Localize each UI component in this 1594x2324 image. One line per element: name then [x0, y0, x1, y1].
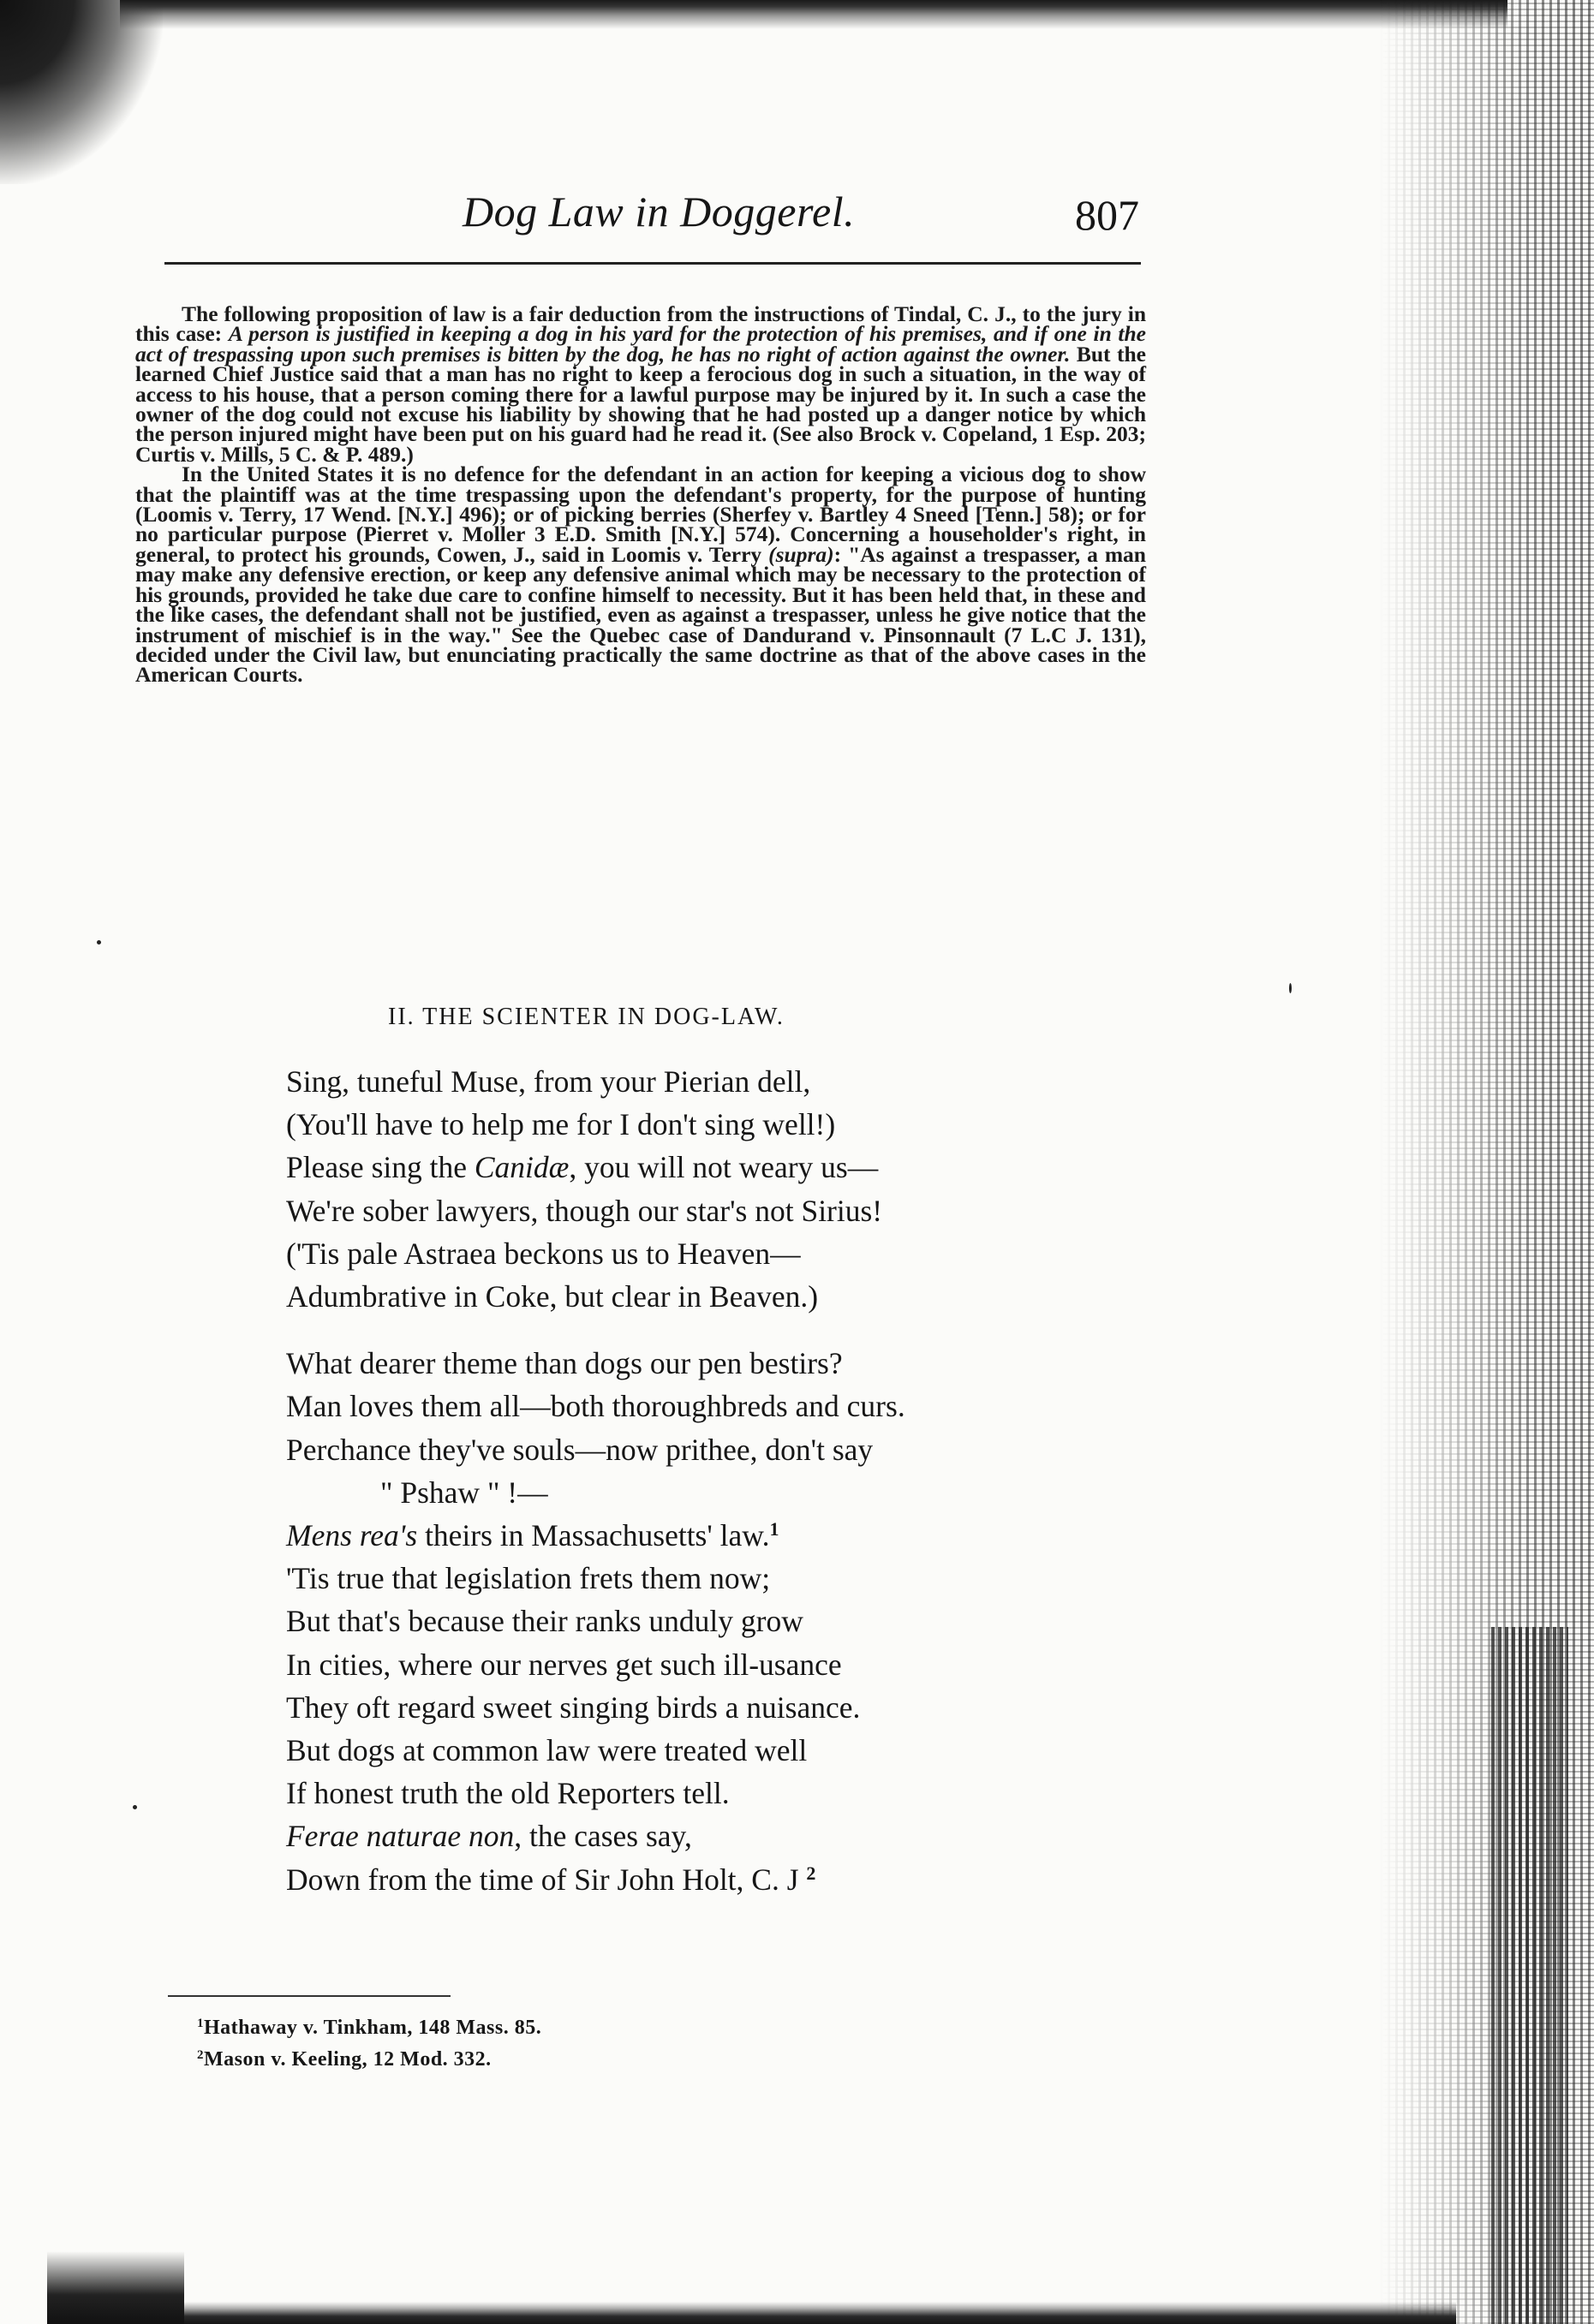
- verse-line: They oft regard sweet singing birds a nuisance.: [286, 1689, 861, 1725]
- verse-fragment: , the cases say,: [514, 1819, 692, 1854]
- header-rule: [164, 262, 1141, 265]
- scan-shadow-top: [120, 0, 1507, 29]
- footnote-marker: 2: [197, 2048, 204, 2062]
- paragraph-2: [135, 462, 1146, 688]
- verse-line: We're sober lawyers, though our star's not Sirius!: [286, 1193, 883, 1228]
- footnote-text: Mason v. Keeling, 12 Mod. 332.: [204, 2048, 492, 2071]
- verse-line: [286, 1858, 1143, 1901]
- verse-fragment: , you will not weary us—: [569, 1150, 879, 1185]
- section-heading: II. THE SCIENTER IN DOG-LAW.: [388, 1004, 785, 1030]
- scan-shadow-bottom-left: [47, 2251, 184, 2324]
- verse-line: In cities, where our nerves get such ill-usance: [286, 1647, 842, 1682]
- verse-fragment: Please sing the: [286, 1150, 475, 1185]
- verse-line: Man loves them all—both thoroughbreds and curs.: [286, 1389, 905, 1424]
- paragraph-2-italic: (supra): [768, 541, 834, 567]
- verse-line: 'Tis true that legislation frets them now;: [286, 1561, 771, 1596]
- verse-line: [286, 1815, 1143, 1857]
- verse-line: [286, 1514, 1143, 1557]
- stanza-1: [286, 1060, 1143, 1318]
- paragraph-1-text-a: The following proposition of law is a fair deduction from the instructions of Tindal, C. J., to the jury in this case:: [135, 301, 1146, 347]
- verse-line: What dearer theme than dogs our pen bestirs?: [286, 1346, 843, 1381]
- verse-line: ('Tis pale Astraea beckons us to Heaven—: [286, 1236, 801, 1271]
- verse-line: Adumbrative in Coke, but clear in Beaven.): [286, 1279, 819, 1314]
- verse-fragment: theirs in Massachusetts' law.: [417, 1518, 770, 1553]
- verse-fragment: Down from the time of Sir John Holt, C. J: [286, 1862, 799, 1897]
- verse-line: [286, 1146, 1143, 1189]
- paragraph-2-text-b: : "As against a trespasser, a man may make any defensive erection, or keep any defensive animal which may be necessary to the protection of his grounds, provided he take due care to confine himself to necessity. But it has been held that, in these and the like cases, the defendant shall not be justified, even as against a trespasser, unless he give notice that the instrument of mischief is in the way." See the Quebec case of Dandurand v. Pinsonnault (7 L.C J. 131), decided under the Civil law, but enunciating practically the same doctrine as that of the above cases in the American Courts.: [135, 541, 1146, 688]
- verse-line: If honest truth the old Reporters tell.: [286, 1776, 730, 1811]
- scan-shadow-bottom: [51, 2302, 1456, 2324]
- footnote-1: [197, 2012, 541, 2044]
- verse-line-continuation: " Pshaw " !—: [380, 1475, 548, 1510]
- footnote-2: [197, 2044, 541, 2076]
- running-head: [0, 187, 1594, 247]
- poem: [286, 1060, 1143, 1901]
- verse-line: (You'll have to help me for I don't sing well!): [286, 1107, 836, 1142]
- footnote-text: Hathaway v. Tinkham, 148 Mass. 85.: [204, 2017, 542, 2039]
- stray-mark: [1289, 983, 1292, 993]
- verse-line: But that's because their ranks unduly grow: [286, 1604, 803, 1639]
- verse-italic: Mens rea's: [286, 1518, 418, 1553]
- stray-mark: [97, 940, 101, 944]
- scan-shadow-right-lower: [1491, 1627, 1568, 2324]
- footnote-rule: [168, 1995, 451, 1997]
- verse-italic: Ferae naturae non: [286, 1819, 515, 1854]
- footnote-reference-2: 2: [806, 1862, 816, 1884]
- running-title: Dog Law in Doggerel.: [463, 188, 856, 235]
- footnote-reference-1: 1: [769, 1518, 779, 1540]
- verse-line: But dogs at common law were treated well: [286, 1733, 808, 1768]
- paragraph-1-italic: A person is justified in keeping a dog in his yard for the protection of his premises, and if one in the act of trespassing upon such premises is bitten by the dog, he has no right of action against the owner.: [135, 321, 1146, 366]
- stray-mark: [133, 1805, 137, 1809]
- paragraph-2-text-a: In the United States it is no defence for the defendant in an action for keeping a vicious dog to show that the plaintiff was at the time trespassing upon the defendant's property, for the purpose of hunting (Loomis v. Terry, 17 Wend. [N.Y.] 496); or of picking berries (Sherfey v. Bartley 4 Sneed [Tenn.] 58); or for no particular purpose (Pierret v. Moller 3 E.D. Smith [N.Y.] 574). Concerning a householder's right, in general, to protect his grounds, Cowen, J., said in Loomis v. Terry: [135, 462, 1146, 567]
- page-number: 807: [1075, 191, 1139, 239]
- verse-italic: Canidæ: [474, 1150, 570, 1185]
- verse-line: Sing, tuneful Muse, from your Pierian dell,: [286, 1064, 811, 1099]
- stanza-2: [286, 1342, 1143, 1901]
- paragraph-1-text-b: But the learned Chief Justice said that a man has no right to keep a ferocious dog in such a situation, in the way of access to his house, that a person coming there for a lawful purpose may be injured by it. In such a case the owner of the dog could not excuse his liability by showing that he had posted up a danger notice by which the person injured might have been put on his guard had he read it. (See also Brock v. Copeland, 1 Esp. 203; Curtis v. Mills, 5 C. & P. 489.): [135, 341, 1146, 467]
- footnote-marker: 1: [197, 2017, 204, 2030]
- footnotes: [197, 2012, 541, 2076]
- paragraph-1: [135, 301, 1146, 467]
- verse-line: Perchance they've souls—now prithee, don't say: [286, 1432, 874, 1467]
- prose-block: [135, 301, 1146, 688]
